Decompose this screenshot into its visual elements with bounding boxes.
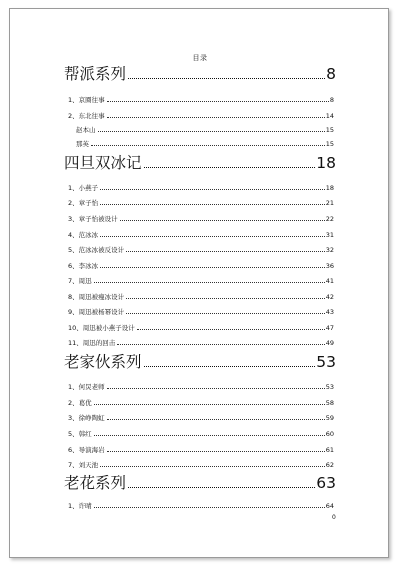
dot-leader — [94, 507, 325, 508]
toc-page-number: 53 — [316, 352, 336, 371]
toc-title: 6、导演海岩 — [68, 445, 105, 454]
toc-page-number: 62 — [325, 460, 334, 469]
toc-item[interactable] — [0, 376, 400, 390]
toc-item[interactable] — [0, 392, 400, 406]
toc-title: 7、刘天池 — [68, 460, 99, 469]
toc-heading[interactable] — [0, 348, 400, 370]
dot-leader — [100, 466, 325, 467]
toc-item[interactable] — [0, 270, 400, 284]
toc-title: 5、韩红 — [68, 429, 92, 438]
dot-leader — [107, 419, 325, 420]
toc-title: 7、周迅 — [68, 276, 92, 285]
toc-page-number: 15 — [325, 139, 334, 148]
dot-leader — [94, 435, 325, 436]
toc-page-number: 22 — [325, 214, 334, 223]
toc-page-number: 64 — [325, 501, 334, 510]
toc-item[interactable] — [0, 317, 400, 331]
toc-page-number: 21 — [325, 198, 334, 207]
toc-heading[interactable] — [0, 469, 400, 491]
toc-title: 1、许晴 — [68, 501, 92, 510]
toc-heading[interactable] — [0, 149, 400, 171]
toc-item[interactable] — [0, 286, 400, 300]
toc-title: 11、周迅的回击 — [68, 338, 116, 347]
toc-item[interactable] — [0, 89, 400, 103]
toc-title: 8、周迅被瘦冰设计 — [68, 292, 125, 301]
toc-title: 6、李冰冰 — [68, 261, 99, 270]
toc-heading[interactable] — [0, 60, 400, 82]
toc-title: 2、东北往事 — [68, 111, 105, 120]
toc-page-number: 15 — [325, 125, 334, 134]
dot-leader — [107, 117, 325, 118]
dot-leader — [107, 101, 329, 102]
dot-leader — [91, 145, 325, 146]
toc-page-number: 63 — [316, 473, 336, 492]
dot-leader — [144, 167, 316, 168]
toc-title: 1、京圈往事 — [68, 95, 105, 104]
toc-title: 3、徐峥陶虹 — [68, 413, 105, 422]
toc-title: 1、小燕子 — [68, 183, 99, 192]
toc-item[interactable] — [0, 454, 400, 468]
toc-page-number: 53 — [325, 382, 334, 391]
dot-leader — [126, 251, 325, 252]
toc-page-number: 49 — [325, 338, 334, 347]
dot-leader — [94, 282, 325, 283]
toc-page-number: 61 — [325, 445, 334, 454]
dot-leader — [117, 344, 324, 345]
dot-leader — [107, 451, 325, 452]
toc-item[interactable] — [0, 239, 400, 253]
toc-item[interactable] — [0, 332, 400, 346]
page-title: 目录 — [192, 54, 208, 62]
dot-leader — [126, 313, 325, 314]
toc-item[interactable] — [0, 208, 400, 222]
toc-item[interactable] — [0, 105, 400, 119]
toc-page-number: 43 — [325, 307, 334, 316]
toc-page-number: 59 — [325, 413, 334, 422]
dot-leader — [100, 204, 325, 205]
toc-title: 1、何炅老师 — [68, 382, 105, 391]
toc-title: 帮派系列 — [64, 64, 127, 83]
dot-leader — [128, 78, 325, 79]
toc-page-number: 42 — [325, 292, 334, 301]
toc-page-number: 36 — [325, 261, 334, 270]
toc-title: 老家伙系列 — [64, 352, 142, 371]
toc-title: 4、范冰冰 — [68, 230, 99, 239]
toc-title: 3、章子怡被设计 — [68, 214, 118, 223]
toc-title: 那英 — [76, 139, 89, 148]
dot-leader — [144, 366, 316, 367]
toc-item[interactable] — [0, 407, 400, 421]
toc-item[interactable] — [0, 133, 400, 147]
toc-title: 2、葛优 — [68, 398, 92, 407]
dot-leader — [126, 298, 325, 299]
toc-page-number: 14 — [325, 111, 334, 120]
toc-page-number: 32 — [325, 245, 334, 254]
toc-title: 四旦双冰记 — [64, 153, 142, 172]
toc-title: 10、周迅被小燕子设计 — [68, 323, 135, 332]
dot-leader — [100, 189, 325, 190]
dot-leader — [107, 388, 325, 389]
toc-title: 9、周迅被杨幂设计 — [68, 307, 125, 316]
toc-page-number: 8 — [326, 64, 336, 83]
toc-item[interactable] — [0, 119, 400, 133]
toc-page-number: 18 — [325, 183, 334, 192]
toc-title: 赵本山 — [76, 125, 96, 134]
toc-item[interactable] — [0, 301, 400, 315]
toc-item[interactable] — [0, 439, 400, 453]
dot-leader — [120, 220, 325, 221]
toc-page-number: 47 — [325, 323, 334, 332]
toc-page-number: 58 — [325, 398, 334, 407]
toc-page-number: 31 — [325, 230, 334, 239]
toc-page-number: 18 — [316, 153, 336, 172]
toc-title: 2、章子怡 — [68, 198, 99, 207]
toc-title: 5、范冰冰被反设计 — [68, 245, 125, 254]
toc-page-number: 41 — [325, 276, 334, 285]
dot-leader — [98, 131, 325, 132]
toc-item[interactable] — [0, 192, 400, 206]
dot-leader — [100, 236, 325, 237]
toc-page-number: 8 — [329, 95, 334, 104]
dot-leader — [94, 404, 325, 405]
dot-leader — [137, 329, 325, 330]
toc-item[interactable] — [0, 255, 400, 269]
toc-page-number: 60 — [325, 429, 334, 438]
dot-leader — [100, 267, 325, 268]
toc-item[interactable] — [0, 423, 400, 437]
toc-item[interactable] — [0, 224, 400, 238]
toc-title: 老花系列 — [64, 473, 127, 492]
dot-leader — [128, 487, 315, 488]
toc-item[interactable] — [0, 495, 400, 509]
toc-item[interactable] — [0, 177, 400, 191]
footer-page-number: 0 — [332, 514, 336, 521]
